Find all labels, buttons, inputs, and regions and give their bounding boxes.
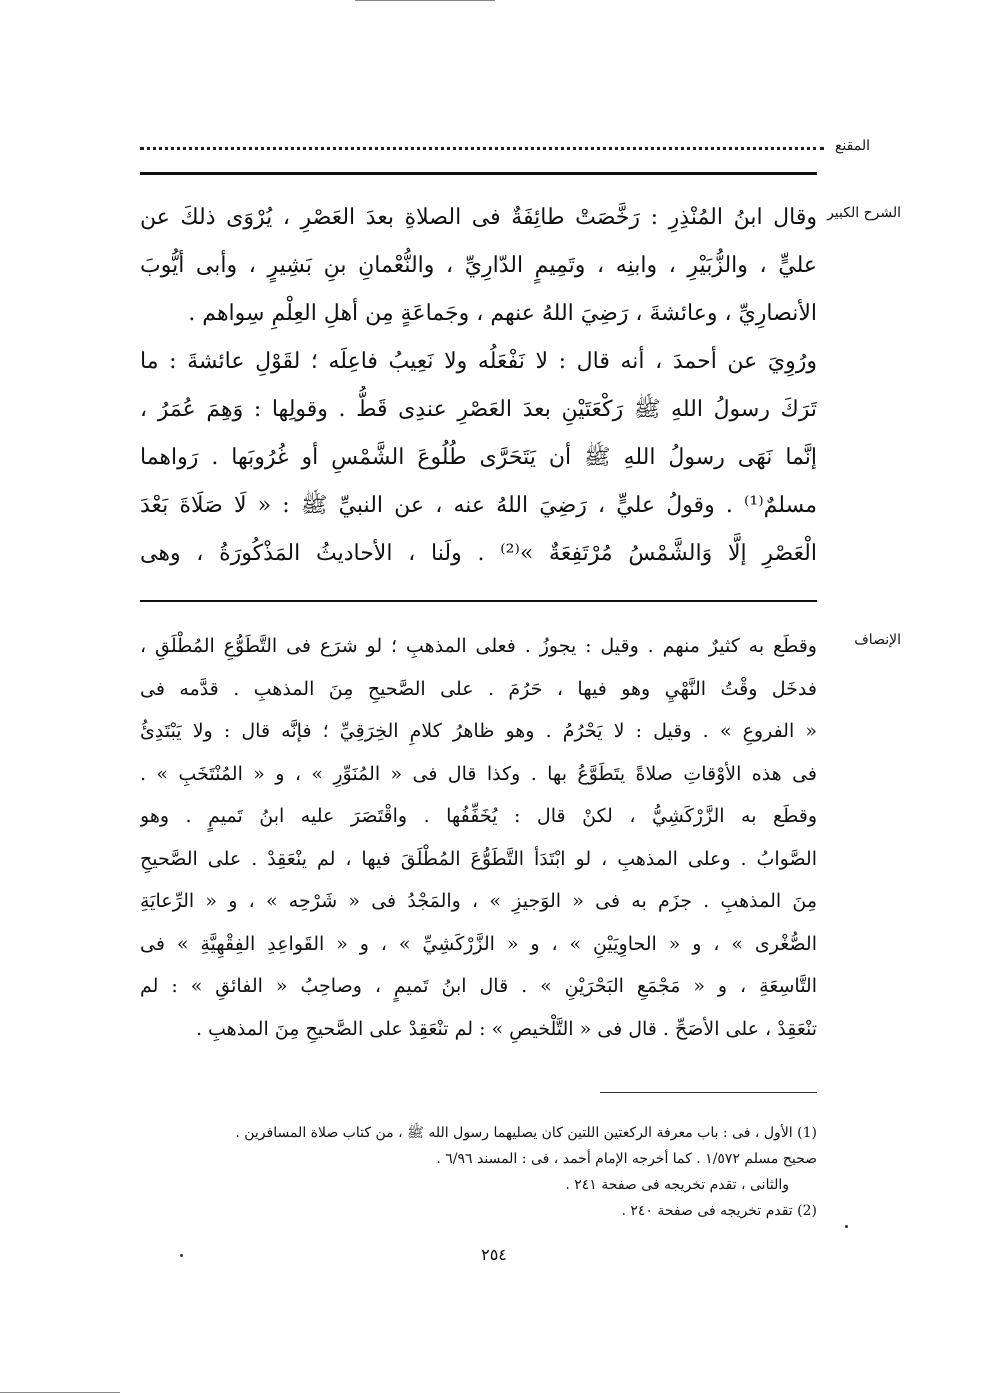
sharh-line: إنَّما نَهَى رسولُ اللهِ ﷺ أن يَتَحَرَّى طُلُوعَ الشَّمْسِ أو غُرُوبَها . رَواهما [140, 445, 817, 470]
scan-speck [845, 1225, 848, 1228]
header-rule [140, 172, 817, 175]
insaf-line: فى هذه الأوْقاتِ صلاةً يتَطَوَّعُ بها . وكذا قال فى « المُنَوِّرِ » ، و « المُنْتَخَبِ » . [140, 762, 817, 785]
sharh-line: ورُوِيَ عن أحمدَ ، أنه قال : لا نَفْعَلُه ولا نَعِيبُ فاعِلَه ؛ لقَوْلِ عائشةَ : ما [140, 349, 817, 374]
sharh-line: عليٍّ ، والزُّبَيْرِ ، وابنِه ، وتَمِيمٍ الدّارِيِّ ، والنُّعْمانِ بنِ بَشِيرٍ ، وأبى أيُّوبَ [140, 253, 817, 278]
footnote-line: (1) الأول ، فى : باب معرفة الركعتين اللتين كان يصليهما رسول الله ﷺ ، من كتاب صلاة المسافرين . [235, 1125, 817, 1141]
insaf-line: مِنَ المذهبِ . جزَم به فى « الوَجيزِ » ، والمَجْدُ فى « شَرْحِه » ، و « الرِّعايَةِ [140, 890, 817, 912]
section-divider [140, 600, 817, 602]
running-head [140, 138, 870, 158]
sharh-text [140, 194, 817, 578]
insaf-line: وقطَع به الزَّرْكَشِيُّ ، لكنْ قال : يُخَفِّفُها . واقْتَصَرَ عليه ابنُ تَميمٍ . وهو [140, 805, 817, 827]
sharh-label: الشرح الكبير [827, 205, 901, 221]
footnote-line: والثانى ، تقدم تخريجه فى صفحة ٢٤١ . [565, 1177, 789, 1193]
insaf-line: « الفروعِ » . وقيل : لا يَحْرُمُ . وهو ظاهرُ كلامِ الخِرَقِيِّ ؛ فإنَّه قال : ولا يَبْتَدِئُ [140, 720, 817, 742]
insaf-line: الصُّغْرى » ، و « الحاوِيَيْنِ » ، و « الزَّرْكَشِيِّ » ، و « القَواعِدِ الفِقْهِيَّةِ » فى [140, 932, 817, 955]
footnote-rule [600, 1092, 817, 1093]
page-number: ٢٥٤ [481, 1245, 507, 1264]
footnotes [140, 1120, 817, 1224]
sharh-line: مسلمٌ⁽¹⁾ . وقولُ عليٍّ ، رَضِيَ اللهُ عنه ، عن النبيِّ ﷺ : « لَا صَلَاةَ بَعْدَ [140, 493, 817, 518]
sharh-line: الْعَصْرِ إلَّا وَالشَّمْسُ مُرْتَفِعَةٌ »⁽²⁾ . ولَنا ، الأحاديثُ المَذْكُورَةُ ، وهى [140, 541, 817, 566]
sharh-line: وقال ابنُ المُنْذِرِ : رَخَّصَتْ طائِفَةٌ فى الصلاةِ بعدَ العَصْرِ ، يُرْوَى ذلكَ عن [140, 205, 817, 230]
book-title: المقنع [834, 138, 870, 154]
insaf-line: تنْعَقِدْ ، على الأصَحِّ . قال فى « التَّلْخيصِ » : لم تنْعَقِدْ على الصَّحيحِ مِنَ المذهبِ . [195, 1017, 817, 1040]
footnote-line: صحيح مسلم ١/٥٧٢ . كما أخرجه الإمام أحمد ، فى : المسند ٦/٩٦ . [436, 1151, 817, 1167]
insaf-line: فدخَل وقْتُ النَّهْيِ وهو فيها ، حَرُمَ . على الصَّحيحِ مِنَ المذهبِ . قدَّمه فى [140, 677, 817, 700]
footnote-line: (2) تقدم تخريجه فى صفحة ٢٤٠ . [621, 1203, 817, 1219]
sharh-line: تَرَكَ رسولُ اللهِ ﷺ رَكْعَتَيْنِ بعدَ العَصْرِ عندِى قَطُّ . وقولِها : وَهِمَ عُمَرُ ، [140, 397, 817, 422]
scan-speck [180, 1254, 183, 1257]
sharh-line: الأنصارِيِّ ، وعائشةَ ، رَضِيَ اللهُ عنهم ، وجَماعَةٍ مِن أهلِ العِلْمِ سِواهم . [188, 301, 817, 326]
insaf-text [140, 625, 817, 1050]
insaf-line: الصَّوابُ . وعلى المذهبِ ، لو ابْتَدَأ التَّطَوُّعَ المُطْلَقَ فيها ، لم ينْعَقِدْ . على الصَّحيحِ [140, 847, 817, 870]
insaf-line: التَّاسِعَةِ ، و « مَجْمَعِ البَحْرَيْنِ » . قال ابنُ تَميمٍ ، وصاحِبُ « الفائقِ » : لم [140, 975, 817, 997]
dotted-leader [140, 147, 824, 150]
top-edge-line [355, 0, 495, 1]
insaf-line: وقطَع به كثيرٌ منهم . وقيل : يجوزُ . فعلى المذهبِ ؛ لو شرَع فى التَّطَوُّعِ المُطْلَقِ ، [140, 635, 817, 657]
insaf-label: الإنصاف [854, 632, 901, 648]
